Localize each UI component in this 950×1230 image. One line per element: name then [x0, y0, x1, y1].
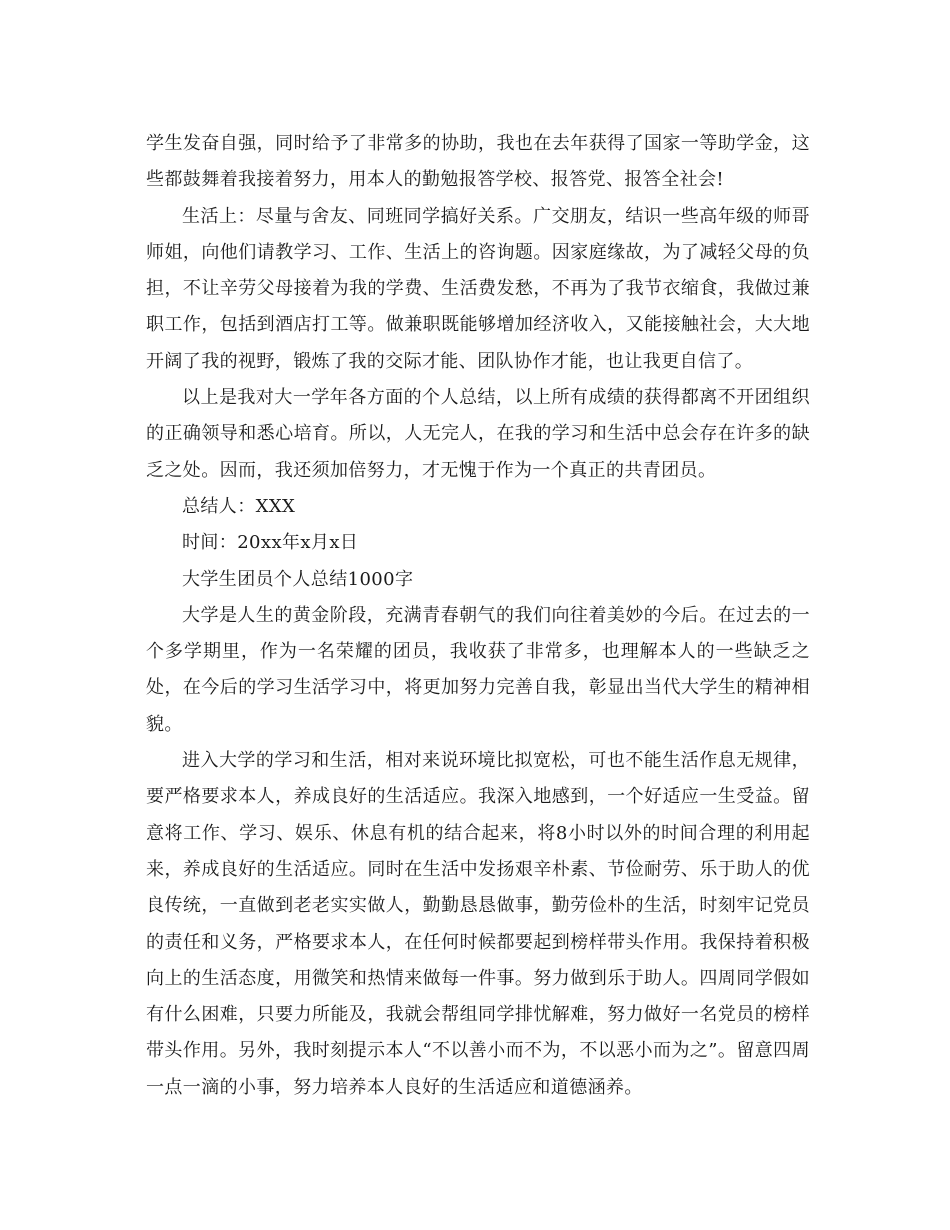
paragraph-summary: 以上是我对大一学年各方面的个人总结，以上所有成绩的获得都离不开团组织的正确领导和悉心培育。所以，人无完人，在我的学习和生活中总会存在许多的缺乏之处。因而，我还须加倍努力，才无愧于作为一个真正的共青团员。 [146, 387, 810, 481]
paragraph-habits: 进入大学的学习和生活，相对来说环境比拟宽松，可也不能生活作息无规律，要严格要求本人，养成良好的生活适应。我深入地感到，一个好适应一生受益。留意将工作、学习、娱乐、休息有机的结合起来，将8小时以外的时间合理的利用起来，养成良好的生活适应。同时在生活中发扬艰辛朴素、节俭耐劳、乐于助人的优良传统，一直做到老老实实做人，勤勤恳恳做事，勤劳俭朴的生活，时刻牢记党员的责任和义务，严格要求本人，在任何时候都要起到榜样带头作用。我保持着积极向上的生活态度，用微笑和热情来做每一件事。努力做到乐于助人。四周同学假如有什么困难，只要力所能及，我就会帮组同学排忧解难，努力做好一名党员的榜样带头作用。另外，我时刻提示本人“不以善小而不为，不以恶小而为之”。留意四周一点一滴的小事，努力培养本人良好的生活适应和道德涵养。 [146, 750, 810, 1098]
document-body [146, 126, 810, 1106]
paragraph-intro: 大学是人生的黄金阶段，充满青春朝气的我们向往着美妙的今后。在过去的一个多学期里，作为一名荣耀的团员，我收获了非常多，也理解本人的一些缺乏之处，在今后的学习生活学习中，将更加努力完善自我，彰显出当代大学生的精神相貌。 [146, 604, 810, 735]
signature-author: 总结人：XXX [182, 495, 296, 517]
signature-date: 时间：20xx年x月x日 [182, 532, 359, 554]
section-title: 大学生团员个人总结1000字 [182, 568, 414, 590]
paragraph-continuation: 学生发奋自强，同时给予了非常多的协助，我也在去年获得了国家一等助学金，这些都鼓舞着我接着努力，用本人的勤勉报答学校、报答党、报答全社会! [146, 133, 810, 191]
paragraph-life: 生活上：尽量与舍友、同班同学搞好关系。广交朋友，结识一些高年级的师哥师姐，向他们请教学习、工作、生活上的咨询题。因家庭缘故，为了减轻父母的负担，不让辛劳父母接着为我的学费、生活费发愁，不再为了我节衣缩食，我做过兼职工作，包括到酒店打工等。做兼职既能够增加经济收入，又能接触社会，大大地开阔了我的视野，锻炼了我的交际才能、团队协作才能，也让我更自信了。 [146, 205, 810, 372]
